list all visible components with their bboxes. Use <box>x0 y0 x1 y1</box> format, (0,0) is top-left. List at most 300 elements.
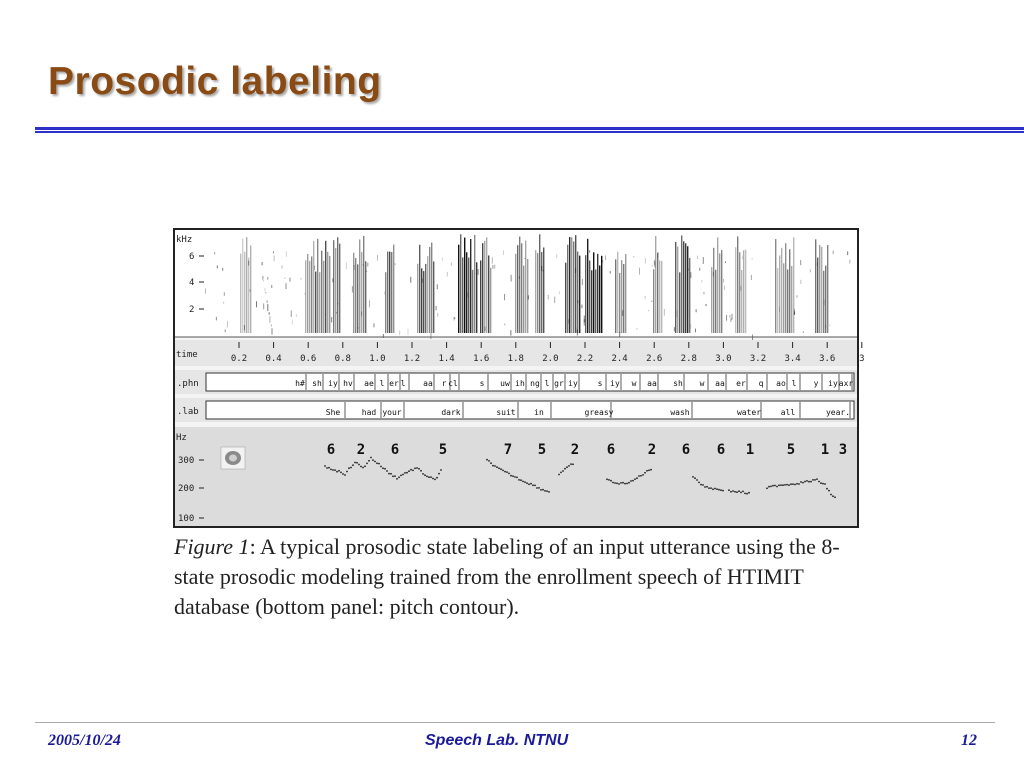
pitch-point <box>344 474 346 476</box>
phone-label: axr <box>838 379 854 388</box>
pitch-point <box>536 487 538 489</box>
spectrogram-speckle <box>399 331 400 336</box>
pitch-point <box>718 489 720 491</box>
time-tick-label: 1.8 <box>507 354 524 364</box>
pitch-point <box>700 484 702 486</box>
spectrogram-band <box>821 247 822 333</box>
pitch-point <box>354 462 356 464</box>
pitch-point <box>610 480 612 482</box>
pitch-point <box>528 483 530 485</box>
spectrogram-speckle <box>548 295 549 300</box>
spectrogram-unit: kHz <box>176 235 193 245</box>
spectrogram-speckle <box>224 292 225 296</box>
time-tick-label: 1.0 <box>369 354 386 364</box>
spectrogram-band <box>713 248 714 333</box>
pitch-point <box>826 488 828 490</box>
spectrogram-band <box>521 243 522 333</box>
spectrogram-speckle <box>695 329 696 333</box>
pitch-point <box>618 483 620 485</box>
spectrogram-band <box>683 241 684 333</box>
spectrogram-band <box>476 262 477 333</box>
pitch-point <box>830 494 832 496</box>
spectrogram-band <box>587 239 588 333</box>
phone-label: er <box>736 379 746 388</box>
pitch-point <box>730 491 732 493</box>
pitch-point <box>422 473 424 475</box>
state-label: 1 <box>820 442 830 458</box>
pitch-point <box>562 470 564 472</box>
spectrogram-band <box>777 268 778 333</box>
spectrogram-speckle <box>478 269 479 275</box>
spectrogram-band <box>327 252 328 333</box>
spectrogram-band <box>783 263 784 333</box>
spectrogram-speckle <box>803 331 804 333</box>
spectrogram-band <box>431 243 432 333</box>
spectrogram-band <box>419 245 420 333</box>
pitch-point <box>406 472 408 474</box>
word-label: your <box>382 408 402 417</box>
state-label: 7 <box>503 442 513 458</box>
pitch-point <box>326 467 328 469</box>
pitch-point <box>634 478 636 480</box>
spectrogram-band <box>335 248 336 333</box>
pitch-point <box>642 474 644 476</box>
pitch-point <box>766 487 768 489</box>
spectrogram-speckle <box>699 268 700 271</box>
spectrogram-speckle <box>264 288 265 291</box>
spectrogram-speckle <box>436 306 437 310</box>
pitch-point <box>744 493 746 495</box>
pitch-point <box>416 467 418 469</box>
spectrogram-speckle <box>703 292 704 294</box>
spectrogram-speckle <box>442 257 443 261</box>
pitch-point <box>510 475 512 477</box>
pitch-point <box>426 476 428 478</box>
spectrogram-speckle <box>354 265 355 270</box>
state-label: 6 <box>326 442 336 458</box>
spectrogram-band <box>789 249 790 333</box>
spectrogram-band <box>623 264 624 333</box>
spectrogram-band <box>525 241 526 333</box>
spectrogram-speckle <box>648 310 649 311</box>
phone-label: ng <box>530 379 540 388</box>
spectrogram-speckle <box>817 263 818 266</box>
spectrogram-speckle <box>602 260 603 263</box>
spectrogram-band <box>325 241 326 333</box>
spectrogram-speckle <box>492 257 493 263</box>
spectrogram-speckle <box>730 318 731 322</box>
pitch-point <box>504 471 506 473</box>
spectrogram-band <box>539 234 540 333</box>
spectrogram-speckle <box>408 328 409 335</box>
phone-label: cl <box>448 379 458 388</box>
speaker-icon[interactable] <box>221 447 245 469</box>
pitch-point <box>640 475 642 477</box>
pitch-point <box>336 471 338 473</box>
pitch-point <box>728 489 730 491</box>
spectrogram-speckle <box>794 311 795 314</box>
spectrogram-speckle <box>543 270 544 271</box>
phone-label: w <box>699 379 705 388</box>
spectrogram-speckle <box>810 269 811 272</box>
phone-label: l <box>400 379 406 388</box>
word-label: wash <box>670 408 690 417</box>
pitch-point <box>772 485 774 487</box>
spectrogram-band <box>425 264 426 333</box>
spectrogram-band <box>246 237 247 333</box>
spectrogram-band <box>689 258 690 333</box>
spectrogram-tick-label: 6 <box>189 252 195 262</box>
pitch-point <box>410 469 412 471</box>
pitch-point <box>800 481 802 483</box>
spectrogram-speckle <box>225 330 226 332</box>
pitch-point <box>566 466 568 468</box>
spectrogram-speckle <box>227 321 228 328</box>
time-tick-label: 3 <box>859 354 865 364</box>
state-label: 6 <box>606 442 616 458</box>
pitch-point <box>722 490 724 492</box>
pitch-point <box>368 460 370 462</box>
spectrogram-speckle <box>654 260 655 265</box>
pitch-point <box>412 470 414 472</box>
spectrogram-speckle <box>369 300 370 307</box>
spectrogram-band <box>661 261 662 333</box>
title-underline <box>35 127 1024 130</box>
spectrogram-band <box>787 269 788 333</box>
spectrogram-speckle <box>519 276 520 278</box>
pitch-point <box>612 482 614 484</box>
state-label: 5 <box>786 442 796 458</box>
pitch-point <box>516 477 518 479</box>
phone-label: gr <box>554 379 564 388</box>
spectrogram-band <box>737 236 738 333</box>
spectrogram-speckle <box>504 294 505 300</box>
pitch-point <box>786 484 788 486</box>
spectrogram-band <box>573 241 574 333</box>
phone-label: ae <box>364 379 374 388</box>
spectrogram-speckle <box>256 301 257 307</box>
spectrogram-speckle <box>701 280 702 283</box>
spectrogram-band <box>675 242 676 333</box>
pitch-point <box>564 468 566 470</box>
spectrogram-speckle <box>286 283 287 289</box>
spectrogram-band <box>517 245 518 333</box>
spectrogram-band <box>433 261 434 333</box>
pitch-point <box>342 473 344 475</box>
word-label: suit <box>496 408 516 417</box>
spectrogram-band <box>359 239 360 333</box>
spectrogram-speckle <box>284 278 285 279</box>
spectrogram-band <box>659 260 660 333</box>
spectrogram-speckle <box>271 285 272 288</box>
pitch-point <box>702 484 704 486</box>
spectrogram-band <box>523 266 524 333</box>
spectrogram-band <box>817 258 818 333</box>
phone-label: er <box>389 379 399 388</box>
spectrogram-band <box>472 270 473 333</box>
spectrogram-band <box>333 240 334 333</box>
spectrogram-band <box>785 243 786 333</box>
phone-label: h# <box>295 379 305 388</box>
pitch-point <box>782 484 784 486</box>
pitch-point <box>324 465 326 467</box>
pitch-point <box>520 479 522 481</box>
spectrogram-speckle <box>610 271 611 273</box>
pitch-point <box>380 466 382 468</box>
pitch-point <box>396 478 398 480</box>
spectrogram-band <box>353 253 354 333</box>
spectrogram-band <box>248 258 249 333</box>
time-tick-label: 1.4 <box>438 354 455 364</box>
spectrogram-speckle <box>437 313 438 317</box>
time-tick-label: 1.6 <box>473 354 490 364</box>
spectrogram-speckle <box>244 325 245 330</box>
spectrogram-speckle <box>269 312 270 315</box>
pitch-point <box>572 463 574 465</box>
spectrogram-band <box>569 237 570 333</box>
spectrogram-band <box>480 260 481 333</box>
pitch-point <box>734 491 736 493</box>
spectrogram-band <box>417 264 418 333</box>
spectrogram-speckle <box>263 303 264 309</box>
footer-rule <box>35 722 995 723</box>
spectrogram-speckle <box>584 319 585 325</box>
pitch-point <box>738 490 740 492</box>
spectrogram-speckle <box>467 293 468 298</box>
pitch-point <box>526 482 528 484</box>
spectrogram-speckle <box>274 255 275 261</box>
spectrogram-speckle <box>367 263 368 267</box>
pitch-point <box>614 482 616 484</box>
pitch-point <box>366 463 368 465</box>
pitch-point <box>776 486 778 488</box>
pitch-point <box>332 469 334 471</box>
spectrogram-band <box>474 235 475 333</box>
pitch-point <box>374 461 376 463</box>
pitch-point <box>816 478 818 480</box>
state-label: 2 <box>570 442 580 458</box>
pitch-point <box>784 484 786 486</box>
pitch-point <box>742 491 744 493</box>
spectrogram-band <box>423 271 424 333</box>
spectrogram-speckle <box>384 292 385 295</box>
pitch-point <box>348 467 350 469</box>
pitch-point <box>392 475 394 477</box>
caption-lead: Figure 1 <box>174 534 250 559</box>
spectrogram-speckle <box>652 265 653 266</box>
spectrogram-band <box>735 247 736 333</box>
spectrogram-band <box>482 243 483 333</box>
time-tick-label: 3.0 <box>715 354 732 364</box>
pitch-point <box>330 469 332 471</box>
pitch-point <box>768 486 770 488</box>
spectrogram-band <box>389 252 390 333</box>
pitch-point <box>546 490 548 492</box>
spectrogram-speckle <box>800 260 801 265</box>
pitch-point <box>514 476 516 478</box>
spectrogram-speckle <box>269 316 270 323</box>
prosodic-labeling-figure <box>173 228 865 528</box>
pitch-point <box>796 483 798 485</box>
spectrogram-speckle <box>214 252 215 254</box>
spectrogram-speckle <box>352 286 353 292</box>
phone-label: iy <box>828 379 838 388</box>
spectrogram-band <box>775 239 776 333</box>
spectrogram-speckle <box>688 269 689 271</box>
spectrogram-speckle <box>361 311 362 316</box>
spectrogram-speckle <box>622 310 623 316</box>
pitch-tick-label: 300 <box>178 456 195 466</box>
figure-canvas <box>175 230 865 526</box>
pitch-point <box>720 489 722 491</box>
spectrogram-band <box>427 256 428 333</box>
time-tick-label: 2.4 <box>611 354 628 364</box>
phone-label: l <box>544 379 550 388</box>
pitch-point <box>334 469 336 471</box>
pitch-point <box>746 493 748 495</box>
spectrogram-band <box>791 266 792 333</box>
state-label: 2 <box>647 442 657 458</box>
pitch-point <box>384 468 386 470</box>
state-label: 6 <box>716 442 726 458</box>
time-tick-label: 3.6 <box>819 354 836 364</box>
pitch-point <box>496 466 498 468</box>
pitch-point <box>628 482 630 484</box>
pitch-point <box>692 476 694 478</box>
pitch-point <box>810 481 812 483</box>
phone-label: aa <box>715 379 725 388</box>
spectrogram-speckle <box>377 255 378 261</box>
pitch-point <box>414 467 416 469</box>
pitch-point <box>820 482 822 484</box>
pitch-point <box>606 478 608 480</box>
spectrogram-speckle <box>779 307 780 312</box>
pitch-tick-label: 100 <box>178 514 195 524</box>
phone-label: r <box>441 379 447 388</box>
phone-label: iy <box>328 379 338 388</box>
phone-label: s <box>597 379 603 388</box>
spectrogram-speckle <box>263 280 264 281</box>
spectrogram-speckle <box>713 272 714 277</box>
spectrogram-speckle <box>358 327 359 328</box>
pitch-point <box>798 483 800 485</box>
time-tick-label: 3.4 <box>784 354 801 364</box>
pitch-point <box>438 473 440 475</box>
spectrogram-band <box>307 254 308 333</box>
spectrogram-band <box>250 245 251 333</box>
pitch-point <box>402 474 404 476</box>
spectrogram-speckle <box>645 296 646 298</box>
pitch-point <box>490 462 492 464</box>
spectrogram-tick-label: 4 <box>189 278 195 288</box>
spectrogram-speckle <box>281 265 282 268</box>
pitch-point <box>712 488 714 490</box>
state-label: 6 <box>390 442 400 458</box>
pitch-point <box>388 473 390 475</box>
spectrogram-band <box>585 255 586 333</box>
phone-label: s <box>479 379 485 388</box>
pitch-point <box>430 476 432 478</box>
pitch-point <box>828 490 830 492</box>
state-label: 5 <box>438 442 448 458</box>
spectrogram-band <box>357 264 358 333</box>
phone-label: aa <box>647 379 657 388</box>
spectrogram-speckle <box>485 327 486 331</box>
spectrogram-band <box>677 247 678 333</box>
lab-tier-label: .lab <box>177 407 199 417</box>
pitch-point <box>432 478 434 480</box>
word-label: greasy <box>584 408 614 417</box>
spectrogram-speckle <box>729 315 730 317</box>
spectrogram-speckle <box>742 256 743 260</box>
pitch-point <box>372 459 374 461</box>
pitch-point <box>814 479 816 481</box>
spectrogram-band <box>741 270 742 333</box>
spectrogram-band <box>458 245 459 333</box>
spectrogram-band <box>470 239 471 333</box>
spectrogram-band <box>719 253 720 333</box>
phone-label: hv <box>343 379 353 388</box>
spectrogram-speckle <box>304 293 305 294</box>
spectrogram-speckle <box>577 329 578 335</box>
spectrogram-speckle <box>581 305 582 309</box>
spectrogram-speckle <box>217 266 218 269</box>
spectrogram-speckle <box>664 309 665 316</box>
pitch-point <box>542 489 544 491</box>
spectrogram-speckle <box>331 317 332 322</box>
pitch-point <box>622 482 624 484</box>
spectrogram-speckle <box>262 276 263 280</box>
pitch-point <box>706 486 708 488</box>
pitch-point <box>338 470 340 472</box>
pitch-point <box>408 470 410 472</box>
spectrogram-speckle <box>554 297 555 303</box>
spectrogram-speckle <box>249 290 250 292</box>
pitch-point <box>498 467 500 469</box>
spectrogram-speckle <box>645 258 646 263</box>
state-label: 6 <box>681 442 691 458</box>
pitch-point <box>538 487 540 489</box>
spectrogram-speckle <box>273 251 274 253</box>
spectrogram-speckle <box>556 254 557 258</box>
spectrogram-band <box>385 272 386 333</box>
footer-date: 2005/10/24 <box>48 732 121 749</box>
time-tick-label: 2.8 <box>680 354 697 364</box>
spectrogram-band <box>391 252 392 333</box>
spectrogram-speckle <box>726 315 727 321</box>
spectrogram-band <box>363 236 364 333</box>
time-tick-label: 0.2 <box>230 354 248 364</box>
spectrogram-band <box>779 255 780 333</box>
spectrogram-speckle <box>301 278 302 280</box>
spectrogram-speckle <box>639 268 640 275</box>
spectrogram-band <box>490 268 491 333</box>
pitch-point <box>386 470 388 472</box>
pitch-point <box>360 466 362 468</box>
pitch-point <box>608 479 610 481</box>
pitch-point <box>560 472 562 474</box>
pitch-point <box>434 479 436 481</box>
word-label: all <box>780 408 796 417</box>
pitch-point <box>716 488 718 490</box>
spectrogram-band <box>543 248 544 333</box>
spectrogram-band <box>571 237 572 333</box>
spectrogram-speckle <box>223 302 224 304</box>
phone-label: uw <box>500 379 510 388</box>
state-label: 1 <box>745 442 755 458</box>
pitch-point <box>812 479 814 481</box>
phone-label: l <box>379 379 385 388</box>
